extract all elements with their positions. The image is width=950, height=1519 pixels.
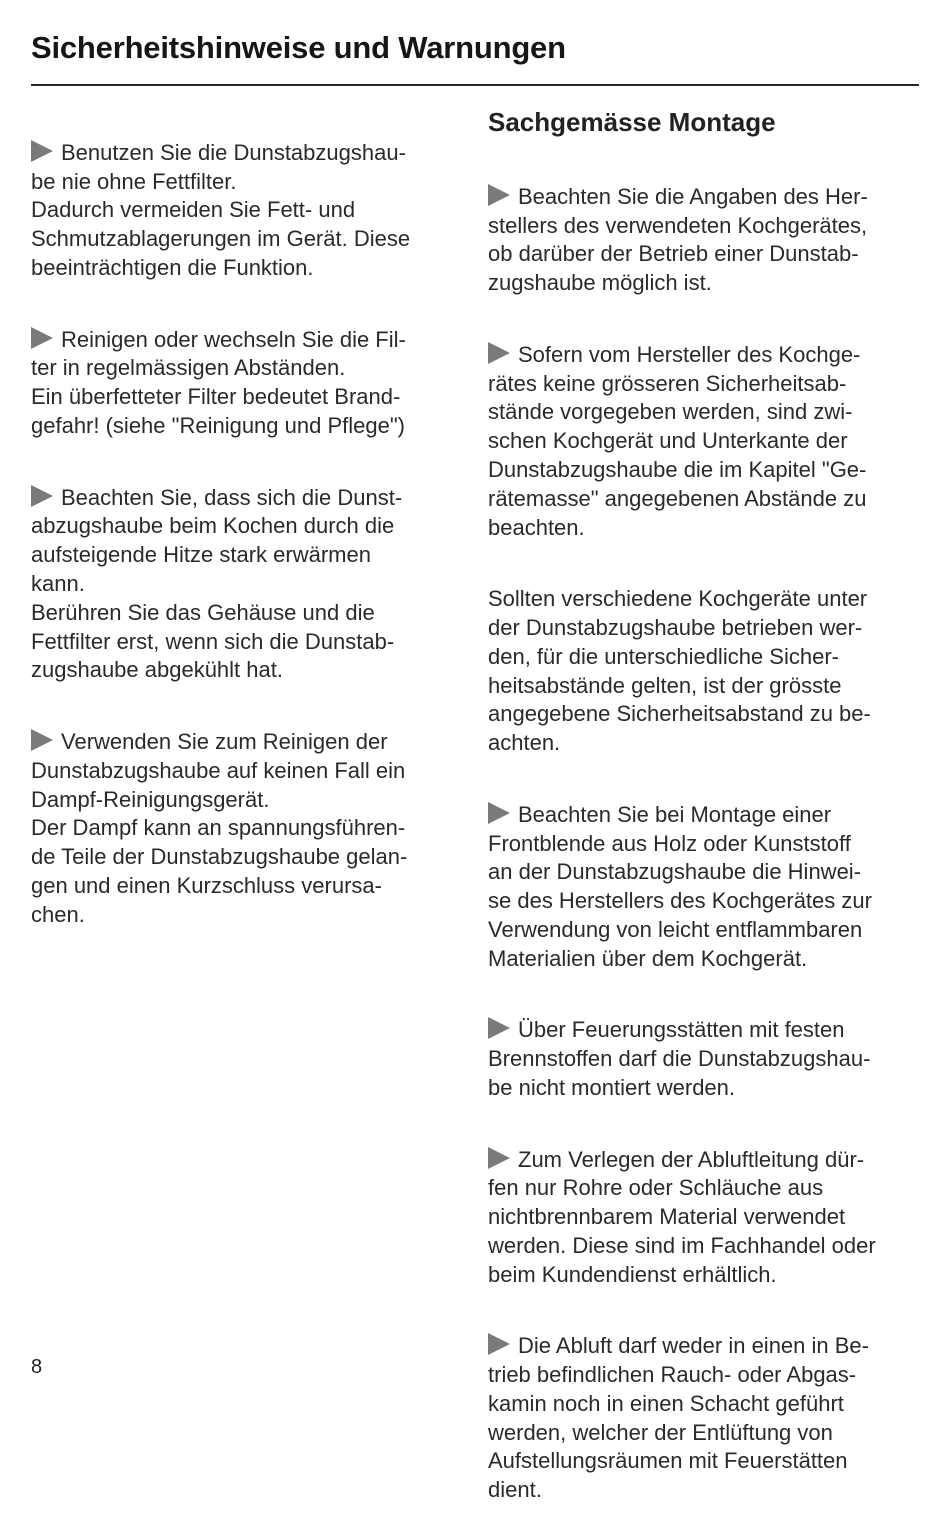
triangle-bullet-icon: [488, 1017, 510, 1039]
warning-paragraph: [31, 297, 461, 441]
paragraph-text: Verwenden Sie zum Reinigen der Dunstabzugshaube auf keinen Fall ein Dampf-Reinigungsgerät. Der Dampf kann an spannungsführen- de Teile der Dunstabzugshaube gelan- gen und einen Kurzschluss verursa- chen.: [31, 728, 408, 927]
paragraph-text: Beachten Sie bei Montage einer Frontblende aus Holz oder Kunststoff an der Dunstabzugshaube die Hinwei- se des Herstellers des Kochgerätes zur Verwendung von leicht entflammbaren Materialien über dem Kochgerät.: [488, 801, 872, 971]
paragraph-text: Sollten verschiedene Kochgeräte unter der Dunstabzugshaube betrieben wer- den, für die unterschiedliche Sicher- heitsabstände gelten, ist der grösste angegebene Sicherheitsabstand zu be- achten.: [488, 586, 871, 756]
paragraph-text: Sofern vom Hersteller des Kochge- rätes keine grösseren Sicherheitsab- stände vorgegeben werden, sind zwi- schen Kochgerät und Unterkante der Dunstabzugshaube die im Kapitel "Ge- rätemasse" angegebenen Abstände zu beachten.: [488, 341, 867, 540]
warning-paragraph: [31, 455, 461, 685]
paragraph-text: Beachten Sie, dass sich die Dunst- abzugshaube beim Kochen durch die aufsteigende Hitze stark erwärmen kann. Berühren Sie das Gehäuse und die Fettfilter erst, wenn sich die Dunstab- zugshaube abgekühlt hat.: [31, 484, 403, 683]
paragraph-text: Benutzen Sie die Dunstabzugshau- be nie ohne Fettfilter. Dadurch vermeiden Sie Fett- und Schmutzablagerungen im Gerät. Diese beeinträchtigen die Funktion.: [31, 139, 411, 280]
warning-paragraph: [488, 1117, 928, 1290]
triangle-bullet-icon: [31, 485, 53, 507]
warning-paragraph: [488, 1303, 928, 1505]
triangle-bullet-icon: [488, 184, 510, 206]
paragraph-text: Die Abluft darf weder in einen in Be- trieb befindlichen Rauch- oder Abgas- kamin noch in einen Schacht geführt werden, welcher der Entlüftung von Aufstellungsräumen mit Feuerstätten dient.: [488, 1333, 869, 1503]
page-title: Sicherheitshinweise und Warnungen: [31, 30, 566, 65]
paragraph-text: Reinigen oder wechseln Sie die Fil- ter in regelmässigen Abständen. Ein überfetteter Filter bedeutet Brand- gefahr! (siehe "Reinigung und Pflege"): [31, 326, 406, 438]
warning-paragraph: [488, 988, 928, 1103]
left-column: [31, 110, 461, 944]
paragraph-text: Über Feuerungsstätten mit festen Brennstoffen darf die Dunstabzugshau- be nicht montiert werden.: [488, 1017, 871, 1100]
right-column: [488, 104, 928, 1519]
page-number: 8: [31, 1356, 43, 1378]
triangle-bullet-icon: [31, 729, 53, 751]
warning-paragraph: [31, 699, 461, 929]
warning-paragraph: [488, 312, 928, 542]
triangle-bullet-icon: [31, 140, 53, 162]
triangle-bullet-icon: [31, 327, 53, 349]
title-divider: [31, 84, 919, 86]
note-paragraph: [488, 556, 928, 758]
triangle-bullet-icon: [488, 802, 510, 824]
warning-paragraph: [488, 154, 928, 298]
triangle-bullet-icon: [488, 1333, 510, 1355]
triangle-bullet-icon: [488, 1147, 510, 1169]
section-heading: Sachgemässe Montage: [488, 107, 776, 137]
paragraph-text: Beachten Sie die Angaben des Her- stellers des verwendeten Kochgerätes, ob darüber der Betrieb einer Dunstab- zugshaube möglich ist.: [488, 183, 868, 296]
triangle-bullet-icon: [488, 342, 510, 364]
warning-paragraph: [31, 110, 461, 283]
warning-paragraph: [488, 772, 928, 974]
paragraph-text: Zum Verlegen der Abluftleitung dür- fen nur Rohre oder Schläuche aus nichtbrennbarem Material verwendet werden. Diese sind im Fachhandel oder beim Kundendienst erhältlich.: [488, 1146, 876, 1287]
